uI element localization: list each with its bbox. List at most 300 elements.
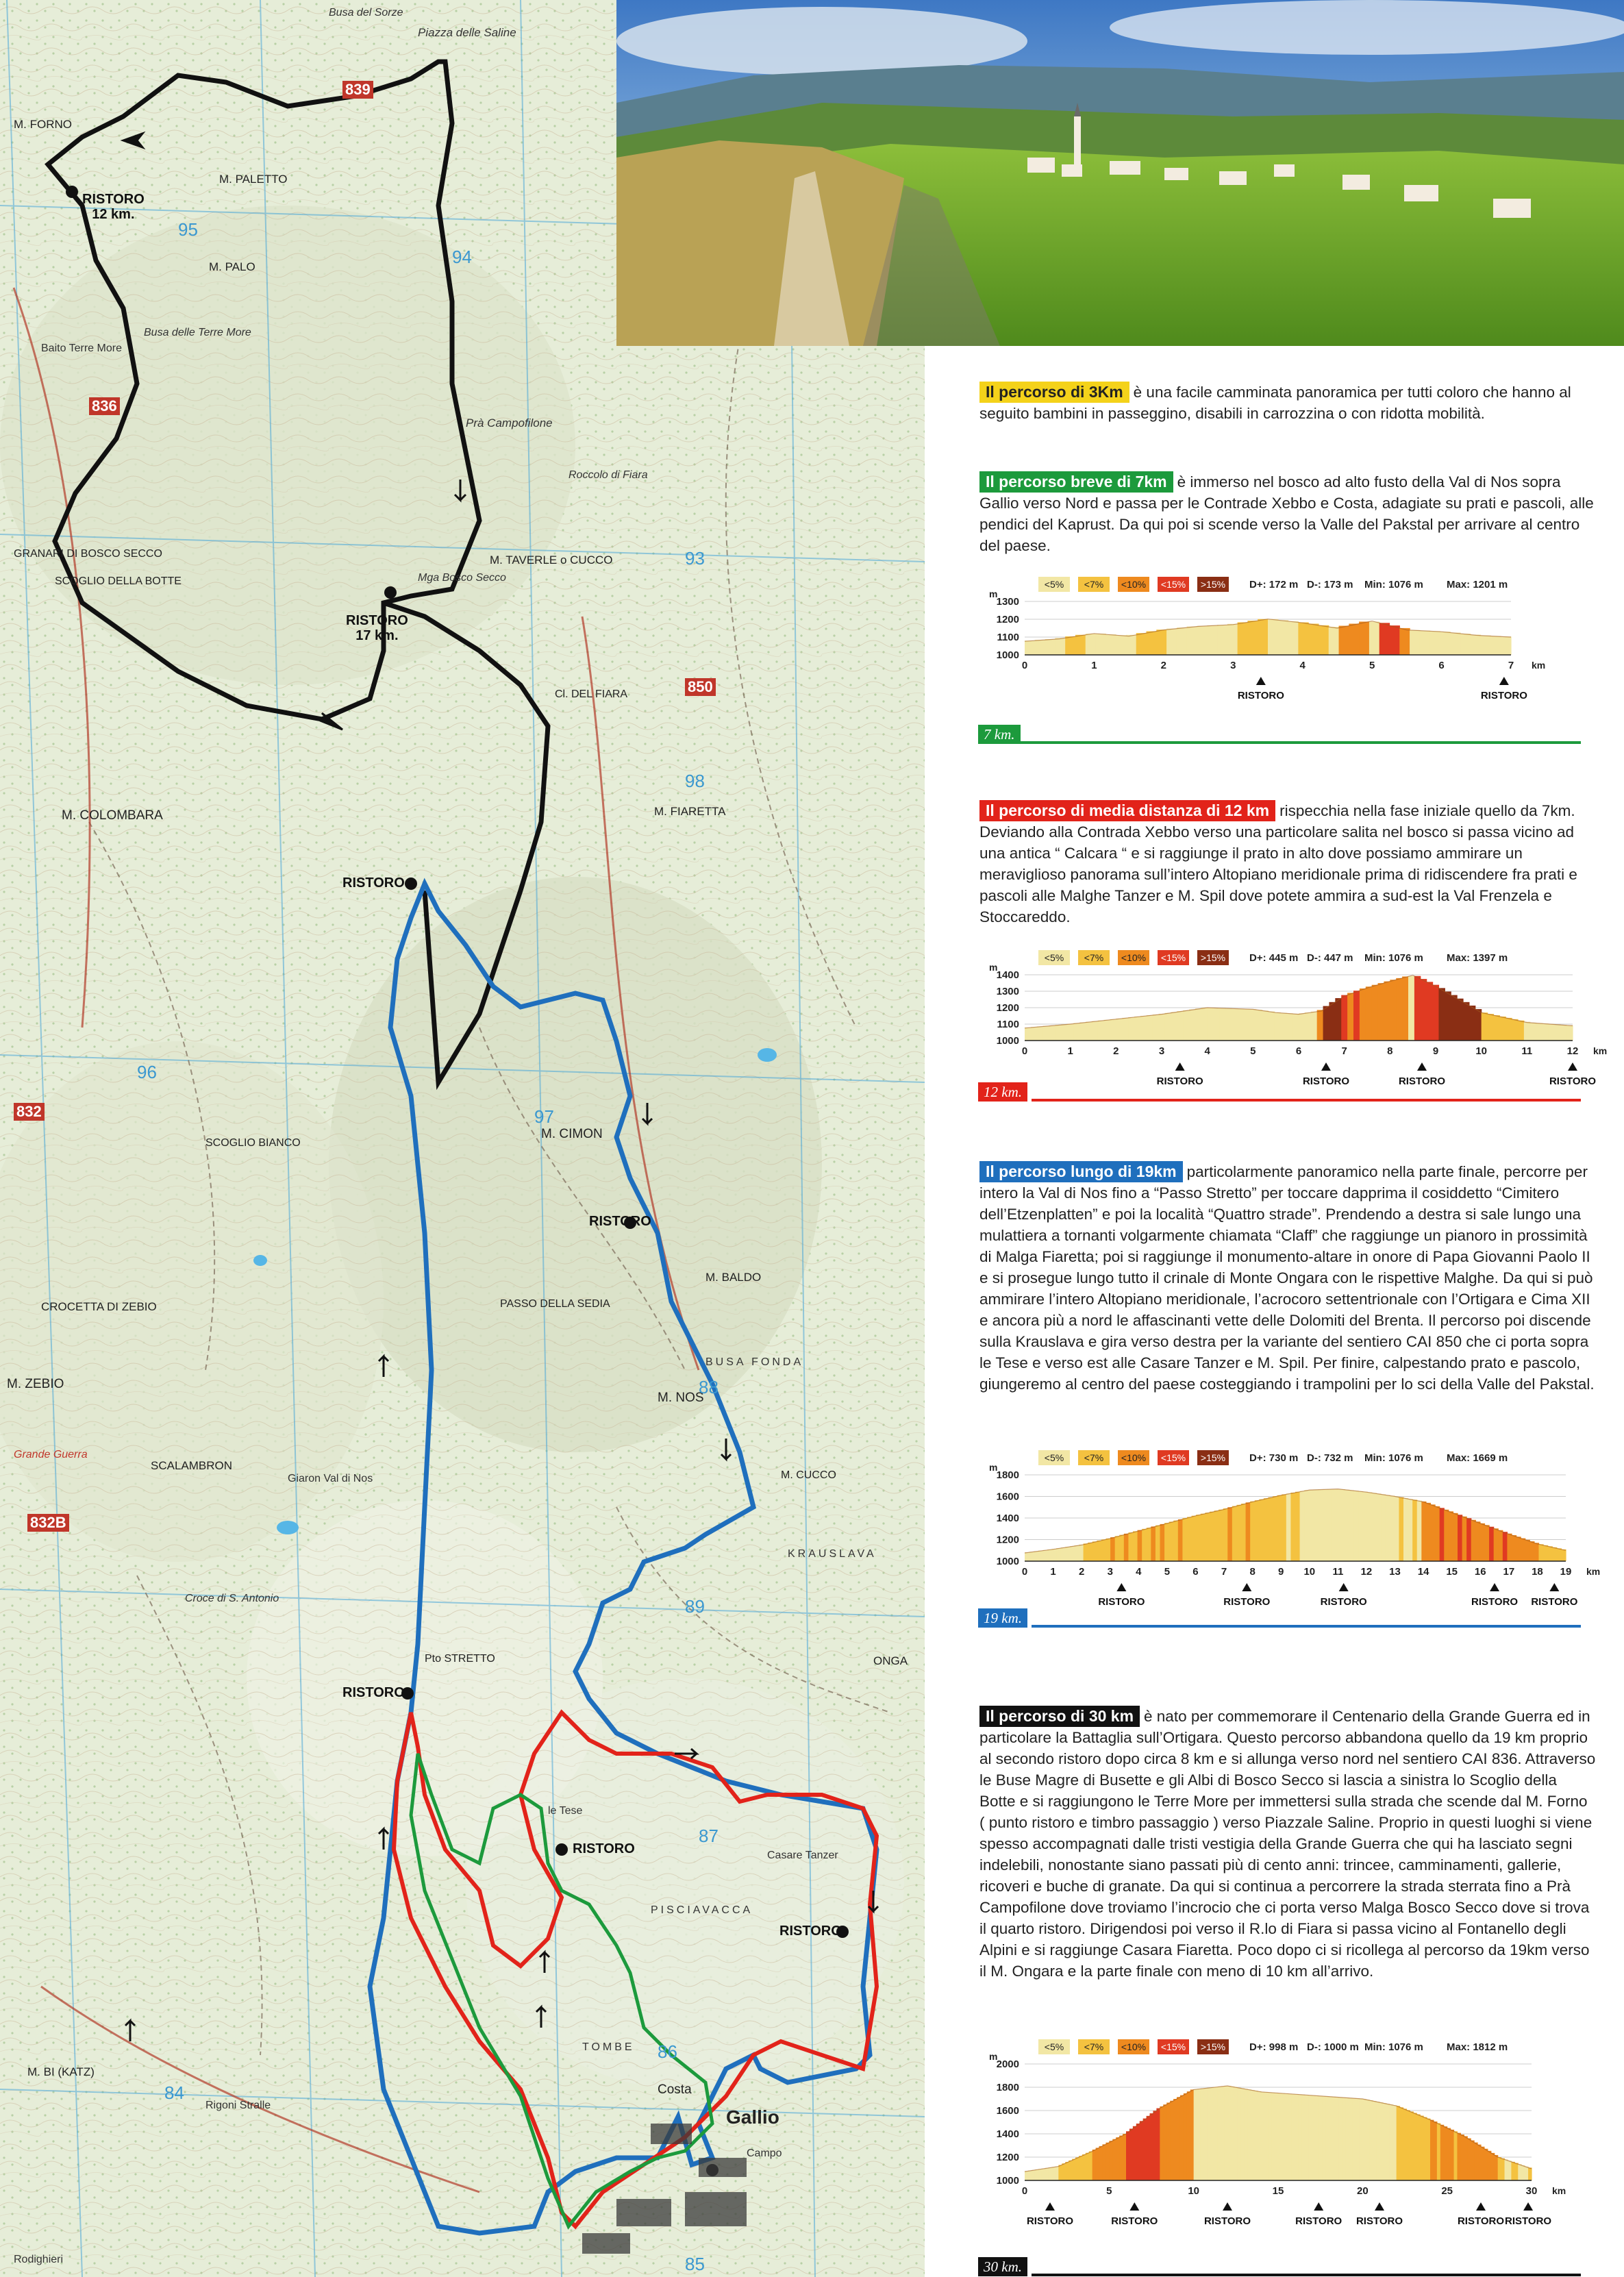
trail-number: 850: [685, 678, 716, 696]
place-name: M. BALDO: [705, 1271, 762, 1284]
profile-segment: [1464, 2136, 1468, 2180]
ristoro-label-6: RISTORO: [573, 1841, 635, 1856]
legend-label: <10%: [1121, 1452, 1147, 1463]
profile-segment: [1421, 979, 1427, 1041]
profile-segment: [1437, 2123, 1441, 2180]
place-name: Piazza delle Saline: [418, 26, 516, 39]
place-name: PISCIAVACCA: [651, 1904, 753, 1916]
profile-stat: D-: 732 m: [1307, 1452, 1353, 1464]
profile-segment: [1231, 2087, 1235, 2180]
profile-segment: [1034, 1551, 1038, 1561]
profile-segment: [1278, 620, 1288, 655]
profile-segment: [1534, 1543, 1539, 1561]
legend-label: <10%: [1121, 579, 1147, 590]
x-tick-label: 3: [1107, 1566, 1113, 1578]
profile-stat: D+: 445 m: [1249, 952, 1299, 964]
profile-segment: [1208, 1008, 1214, 1041]
profile-segment: [1067, 1024, 1073, 1041]
profile-segment: [1189, 1010, 1195, 1041]
profile-segment: [1317, 1010, 1323, 1041]
profile-segment: [1184, 2093, 1188, 2180]
profile-segment: [1503, 1532, 1508, 1561]
profile-segment: [1250, 1502, 1255, 1561]
ristoro-marker-icon: [1375, 2202, 1384, 2211]
profile-segment: [1482, 1012, 1488, 1041]
profile-segment: [1031, 1027, 1037, 1041]
ristoro-marker-label: RISTORO: [1531, 1596, 1578, 1608]
x-tick-label: 8: [1387, 1045, 1393, 1057]
profile-segment: [1116, 635, 1126, 655]
profile-segment: [1123, 2134, 1127, 2180]
profile-segment: [1065, 1547, 1070, 1561]
profile-segment: [1369, 2100, 1373, 2180]
ristoro-marker-label: RISTORO: [1549, 1075, 1597, 1087]
x-tick-label: 4: [1204, 1045, 1210, 1057]
x-tick-label: 6: [1295, 1045, 1302, 1057]
profile-segment: [1542, 1023, 1549, 1041]
x-unit: km: [1593, 1045, 1608, 1056]
x-tick-label: 18: [1532, 1566, 1543, 1578]
x-unit: km: [1586, 1566, 1601, 1577]
profile-segment: [1353, 991, 1360, 1041]
profile-segment: [1315, 2095, 1319, 2180]
profile-segment: [1417, 1501, 1422, 1561]
x-tick-label: 15: [1446, 1566, 1458, 1578]
profile-segment: [1431, 1504, 1436, 1561]
legend-label: >15%: [1200, 952, 1226, 963]
y-tick-label: 1200: [996, 1534, 1019, 1546]
profile-segment: [1286, 1493, 1291, 1561]
profile-segment: [1414, 976, 1421, 1041]
grid-number: 86: [658, 2041, 677, 2062]
profile-segment: [1308, 624, 1319, 656]
y-tick-label: 1200: [996, 614, 1019, 625]
profile-segment: [1092, 1541, 1097, 1561]
ristoro-marker-label: RISTORO: [1156, 1075, 1203, 1087]
ristoro-label-5: RISTORO: [342, 1685, 405, 1700]
profile-segment: [1140, 1016, 1147, 1041]
legend-label: <10%: [1121, 952, 1147, 963]
grid-number: 85: [685, 2254, 705, 2274]
profile-segment: [1440, 1508, 1445, 1561]
profile-segment: [1353, 2098, 1357, 2180]
profile-segment: [1498, 2157, 1502, 2180]
profile-segment: [1561, 1550, 1566, 1561]
x-tick-label: 5: [1250, 1045, 1256, 1057]
profile-segment: [1525, 2167, 1529, 2180]
profile-segment: [1552, 1547, 1557, 1561]
profile-segment: [1116, 2137, 1120, 2180]
profile-segment: [1079, 1545, 1084, 1561]
profile-segment: [1187, 1517, 1192, 1561]
profile-segment: [1345, 1490, 1349, 1561]
ristoro-marker-label: RISTORO: [1111, 2215, 1158, 2227]
y-tick-label: 1400: [996, 1513, 1019, 1524]
x-tick-label: 2: [1078, 1566, 1085, 1578]
profile-segment: [1115, 1536, 1120, 1561]
trail-number: 839: [342, 81, 373, 99]
profile-segment: [1521, 2165, 1525, 2180]
profile-segment: [1518, 2164, 1522, 2180]
profile-stat: Min: 1076 m: [1364, 952, 1423, 964]
profile-stat: D+: 172 m: [1249, 579, 1299, 590]
y-tick-label: 1200: [996, 1002, 1019, 1014]
profile-segment: [1481, 636, 1491, 655]
profile-segment: [1133, 1531, 1138, 1561]
profile-segment: [1366, 2100, 1370, 2180]
profile-segment: [1178, 1519, 1183, 1561]
profile-segment: [1248, 2089, 1252, 2180]
profile-segment: [1069, 2161, 1073, 2180]
legend-label: >15%: [1200, 2041, 1226, 2052]
x-tick-label: 1: [1050, 1566, 1056, 1578]
profile-segment: [1074, 1545, 1079, 1561]
ristoro-marker-label: RISTORO: [1398, 1075, 1446, 1087]
profile-segment: [1323, 1006, 1329, 1041]
profile-segment: [1197, 626, 1207, 655]
legend-label: <5%: [1044, 2041, 1064, 2052]
profile-segment: [1341, 995, 1347, 1041]
profile-19km: [978, 1449, 1601, 1608]
profile-segment: [1460, 2135, 1464, 2180]
footer-label-12km: 12 km.: [978, 1082, 1027, 1102]
profile-segment: [1227, 2086, 1232, 2180]
profile-segment: [1105, 2143, 1110, 2180]
profile-segment: [1065, 636, 1075, 655]
place-name: Cl. DEL FIARA: [555, 688, 628, 700]
profile-segment: [1255, 1500, 1260, 1561]
profile-segment: [1045, 2168, 1049, 2180]
profile-segment: [1224, 2086, 1228, 2180]
profile-segment: [1187, 2091, 1191, 2180]
profile-segment: [1234, 2087, 1238, 2180]
profile-segment: [1372, 985, 1378, 1041]
x-tick-label: 4: [1299, 660, 1306, 671]
landscape-photo: [616, 0, 1624, 346]
profile-segment: [1539, 1544, 1544, 1561]
profile-12km: [978, 949, 1608, 1087]
section-19km: [979, 1161, 1596, 1395]
profile-segment: [1467, 2138, 1471, 2180]
profile-segment: [1160, 1524, 1165, 1561]
x-tick-label: 12: [1566, 1045, 1579, 1057]
ristoro-marker-icon: [1321, 1062, 1331, 1071]
profile-segment: [1089, 2152, 1093, 2181]
profile-segment: [1329, 1002, 1335, 1041]
profile-segment: [1402, 976, 1408, 1041]
legend-label: <7%: [1084, 2041, 1104, 2052]
profile-segment: [1384, 982, 1390, 1041]
profile-segment: [1070, 1546, 1075, 1561]
profile-segment: [1347, 993, 1353, 1041]
profile-segment: [1390, 1495, 1395, 1561]
place-name: M. PALETTO: [219, 173, 288, 186]
profile-segment: [1444, 1510, 1449, 1561]
profile-segment: [1358, 1491, 1363, 1561]
profile-segment: [1207, 2088, 1211, 2180]
profile-segment: [1147, 631, 1157, 655]
ristoro-marker-icon: [1129, 2202, 1139, 2211]
profile-segment: [1319, 625, 1329, 655]
profile-segment: [1032, 2170, 1036, 2180]
place-name: M. COLOMBARA: [62, 808, 163, 823]
profile-segment: [1171, 1012, 1177, 1041]
profile-segment: [1453, 1513, 1458, 1561]
place-name: le Tese: [548, 1805, 583, 1817]
profile-segment: [1192, 1516, 1197, 1561]
profile-segment: [1336, 1489, 1340, 1561]
footer-label-30km: 30 km.: [978, 2257, 1027, 2276]
profile-segment: [1466, 1518, 1471, 1561]
profile-segment: [1223, 1508, 1228, 1561]
ristoro-marker-icon: [1417, 1062, 1427, 1071]
profile-segment: [1451, 995, 1457, 1041]
y-tick-label: 1000: [996, 1556, 1019, 1567]
ristoro-marker-label: RISTORO: [1302, 1075, 1350, 1087]
profile-segment: [1412, 1500, 1417, 1561]
section-3km: [979, 382, 1596, 424]
profile-segment: [1554, 1024, 1560, 1041]
profile-segment: [1099, 2146, 1103, 2180]
profile-segment: [1329, 627, 1339, 655]
profile-segment: [1110, 1019, 1116, 1041]
profile-segment: [1250, 1009, 1256, 1041]
profile-segment: [1426, 1503, 1431, 1561]
profile-segment: [1508, 2161, 1512, 2180]
profile-segment: [1434, 2122, 1438, 2180]
profile-segment: [1079, 2156, 1083, 2180]
profile-segment: [1259, 1500, 1264, 1561]
profile-segment: [1056, 1548, 1061, 1561]
footer-label-19km: 19 km.: [978, 1608, 1027, 1628]
profile-segment: [1359, 2099, 1363, 2180]
profile-segment: [1449, 1511, 1453, 1561]
ristoro-marker-label: RISTORO: [1471, 1596, 1519, 1608]
profile-segment: [1458, 1515, 1462, 1561]
profile-segment: [1143, 2119, 1147, 2180]
place-name: Gallio: [726, 2106, 779, 2128]
place-name: Grande Guerra: [14, 1449, 88, 1460]
ristoro-label-3: RISTORO: [342, 875, 405, 891]
profile-segment: [1524, 1022, 1530, 1041]
profile-segment: [1413, 2113, 1417, 2180]
profile-segment: [1227, 624, 1238, 655]
x-tick-label: 7: [1221, 1566, 1227, 1578]
ristoro-marker-label: RISTORO: [1026, 2215, 1074, 2227]
text-3km: è una facile camminata panoramica per tutti coloro che hanno al seguito bambini in passeggino, disabili in carrozzina o con ridotta mobilità.: [979, 384, 1571, 422]
profile-segment: [1210, 1512, 1214, 1561]
text-19km: particolarmente panoramico nella parte finale, percorre per intero la Val di Nos fino a “Passo Stretto” per toccare dapprima il cosiddetto “Cimitero dell’Etzenplatten” e poi la località “Quattro strade”. Prendendo a destra si sale lungo una mulattiera a tornanti volgarmente chiamata “Claff” che raggiunge un pianoro in prossimità di Malga Fiaretta; poi si raggiunge il monumento-altare in onore di Papa Giovanni Paolo II e si prosegue lungo tutto il crinale di Monte Ongara con le rispettive Malghe. Da qui si può ammirare l’intero Altopiano meridionale, l’acrocoro settentrionale con l’Ortigara e Cima XII e ancora più a nord le affascinanti vette delle Dolomiti del Brenta. Il percorso poi discende sulla Krauslava e gira verso destra per la variante del sentiero CAI 850 che ci porta sopra le Tese e verso est alle Casare Tanzer e M. Spil. Per finire, calpestando prato e pascolo, giungeremo al centro del paese costeggiando i trampolini per lo sci della Valle del Pakstal.: [979, 1163, 1595, 1393]
y-tick-label: 1000: [996, 1035, 1019, 1047]
profile-segment: [1457, 999, 1463, 1041]
profile-segment: [1488, 2151, 1492, 2180]
profile-segment: [1271, 2093, 1275, 2180]
profile-stat: Max: 1669 m: [1447, 1452, 1508, 1464]
profile-segment: [1086, 634, 1096, 655]
profile-7km: [978, 575, 1581, 701]
x-tick-label: 3: [1230, 660, 1236, 671]
ristoro-marker-label: RISTORO: [1295, 2215, 1342, 2227]
place-name: Roccolo di Fiara: [569, 469, 648, 481]
profile-segment: [1475, 1009, 1482, 1041]
y-tick-label: 1300: [996, 596, 1019, 608]
profile-segment: [1511, 2162, 1515, 2180]
profile-segment: [1025, 1552, 1029, 1561]
legend-label: <7%: [1084, 1452, 1104, 1463]
profile-segment: [1416, 2114, 1421, 2180]
profile-segment: [1194, 2089, 1198, 2180]
profile-segment: [1275, 2093, 1279, 2180]
profile-segment: [1217, 2087, 1221, 2180]
profile-stat: Min: 1076 m: [1364, 579, 1423, 590]
profile-segment: [1096, 2148, 1100, 2180]
profile-stat: Min: 1076 m: [1364, 1452, 1423, 1464]
ristoro-label-4: RISTORO: [589, 1214, 651, 1229]
profile-segment: [1566, 1025, 1573, 1041]
legend-label: <15%: [1160, 579, 1186, 590]
profile-segment: [1136, 633, 1147, 655]
y-tick-label: 1400: [996, 969, 1019, 981]
profile-segment: [1400, 2107, 1404, 2180]
profile-segment: [1305, 2095, 1309, 2180]
profile-stat: Max: 1201 m: [1447, 579, 1508, 590]
profile-segment: [1251, 2090, 1256, 2180]
ristoro-marker-icon: [1490, 1583, 1499, 1591]
place-name: GRANARI DI BOSCO SECCO: [14, 548, 162, 560]
profile-segment: [1136, 2124, 1140, 2180]
profile-segment: [1474, 2143, 1478, 2180]
profile-segment: [1264, 1498, 1269, 1561]
ristoro-marker-icon: [1223, 2202, 1232, 2211]
profile-stat: D-: 1000 m: [1307, 2041, 1359, 2053]
legend-label: >15%: [1200, 1452, 1226, 1463]
x-tick-label: 15: [1272, 2185, 1284, 2197]
profile-segment: [1408, 976, 1414, 1041]
place-name: M. ZEBIO: [7, 1377, 64, 1391]
ristoro-marker-icon: [1476, 2202, 1486, 2211]
profile-segment: [1232, 1506, 1237, 1561]
ristoro-marker-icon: [1549, 1583, 1559, 1591]
profile-segment: [1290, 1493, 1295, 1561]
ristoro-marker-label: RISTORO: [1223, 1596, 1271, 1608]
tag-12km: Il percorso di media distanza di 12 km: [979, 800, 1275, 821]
profile-segment: [1340, 1489, 1345, 1561]
profile-segment: [1128, 1017, 1134, 1041]
x-tick-label: 5: [1369, 660, 1375, 671]
profile-segment: [1403, 2108, 1408, 2180]
profile-segment: [1498, 1530, 1503, 1561]
profile-segment: [1390, 625, 1400, 655]
profile-segment: [1406, 2110, 1410, 2180]
place-name: Busa del Sorze: [329, 7, 403, 18]
profile-segment: [1051, 2167, 1055, 2180]
profile-segment: [1256, 1010, 1262, 1041]
profile-segment: [1530, 1023, 1536, 1041]
profile-segment: [1075, 635, 1086, 655]
tag-7km: Il percorso breve di 7km: [979, 471, 1173, 493]
footer-12km: [978, 1082, 1581, 1102]
profile-segment: [1362, 2099, 1366, 2180]
profile-segment: [1232, 1008, 1238, 1041]
profile-segment: [1438, 988, 1445, 1041]
profile-segment: [1518, 1021, 1524, 1041]
profile-segment: [1397, 2106, 1401, 2180]
profile-segment: [1073, 1023, 1079, 1041]
profile-segment: [1101, 1539, 1106, 1561]
profile-segment: [1038, 2169, 1042, 2180]
legend-label: <7%: [1084, 952, 1104, 963]
profile-segment: [1557, 1548, 1562, 1561]
place-name: PASSO DELLA SEDIA: [500, 1298, 610, 1310]
profile-segment: [1159, 1014, 1165, 1041]
profile-segment: [1322, 2096, 1326, 2180]
profile-segment: [1318, 1489, 1323, 1561]
profile-segment: [1399, 1497, 1403, 1561]
profile-segment: [1062, 2163, 1066, 2180]
profile-segment: [1112, 2139, 1116, 2180]
profile-segment: [1433, 985, 1439, 1041]
profile-segment: [1471, 635, 1481, 655]
profile-segment: [1210, 2087, 1214, 2180]
legend-label: <15%: [1160, 952, 1186, 963]
profile-segment: [1173, 2099, 1177, 2180]
profile-segment: [1035, 2169, 1039, 2180]
profile-segment: [1462, 1517, 1467, 1561]
x-tick-label: 7: [1508, 660, 1514, 671]
profile-segment: [1116, 1019, 1122, 1041]
profile-segment: [1548, 1024, 1554, 1041]
profile-segment: [1142, 1529, 1147, 1561]
x-tick-label: 30: [1525, 2185, 1538, 2197]
section-30km: [979, 1706, 1596, 1982]
place-name: KRAUSLAVA: [788, 1548, 877, 1560]
profile-segment: [1195, 1008, 1201, 1041]
profile-segment: [1278, 2093, 1282, 2181]
place-name: Casare Tanzer: [767, 1850, 838, 1861]
profile-segment: [1029, 1552, 1034, 1561]
profile-segment: [1288, 621, 1299, 655]
place-name: M. TAVERLE o CUCCO: [490, 553, 613, 567]
profile-segment: [1536, 1023, 1542, 1041]
profile-segment: [1379, 623, 1390, 655]
y-tick-label: 1000: [996, 2175, 1019, 2187]
place-name: CROCETTA DI ZEBIO: [41, 1300, 157, 1313]
place-name: ONGA: [873, 1654, 908, 1667]
x-tick-label: 10: [1188, 2185, 1200, 2197]
footer-30km: [978, 2257, 1581, 2276]
profile-segment: [1153, 2111, 1157, 2180]
x-tick-label: 5: [1106, 2185, 1112, 2197]
profile-segment: [1225, 1008, 1232, 1041]
x-tick-label: 5: [1164, 1566, 1171, 1578]
x-tick-label: 8: [1249, 1566, 1256, 1578]
x-tick-label: 9: [1278, 1566, 1284, 1578]
x-tick-label: 19: [1560, 1566, 1572, 1578]
profile-segment: [1102, 2144, 1106, 2180]
y-unit: m: [989, 2051, 998, 2062]
profile-segment: [1378, 983, 1384, 1041]
tag-30km: Il percorso di 30 km: [979, 1706, 1140, 1727]
profile-segment: [1512, 1019, 1518, 1041]
profile-segment: [1042, 1550, 1047, 1561]
profile-stat: D+: 998 m: [1249, 2041, 1299, 2053]
profile-segment: [1323, 1489, 1327, 1561]
profile-segment: [1155, 1526, 1160, 1561]
grid-number: 93: [685, 548, 705, 569]
ristoro-marker-icon: [1116, 1583, 1126, 1591]
profile-segment: [1359, 621, 1369, 655]
profile-segment: [1430, 631, 1440, 655]
